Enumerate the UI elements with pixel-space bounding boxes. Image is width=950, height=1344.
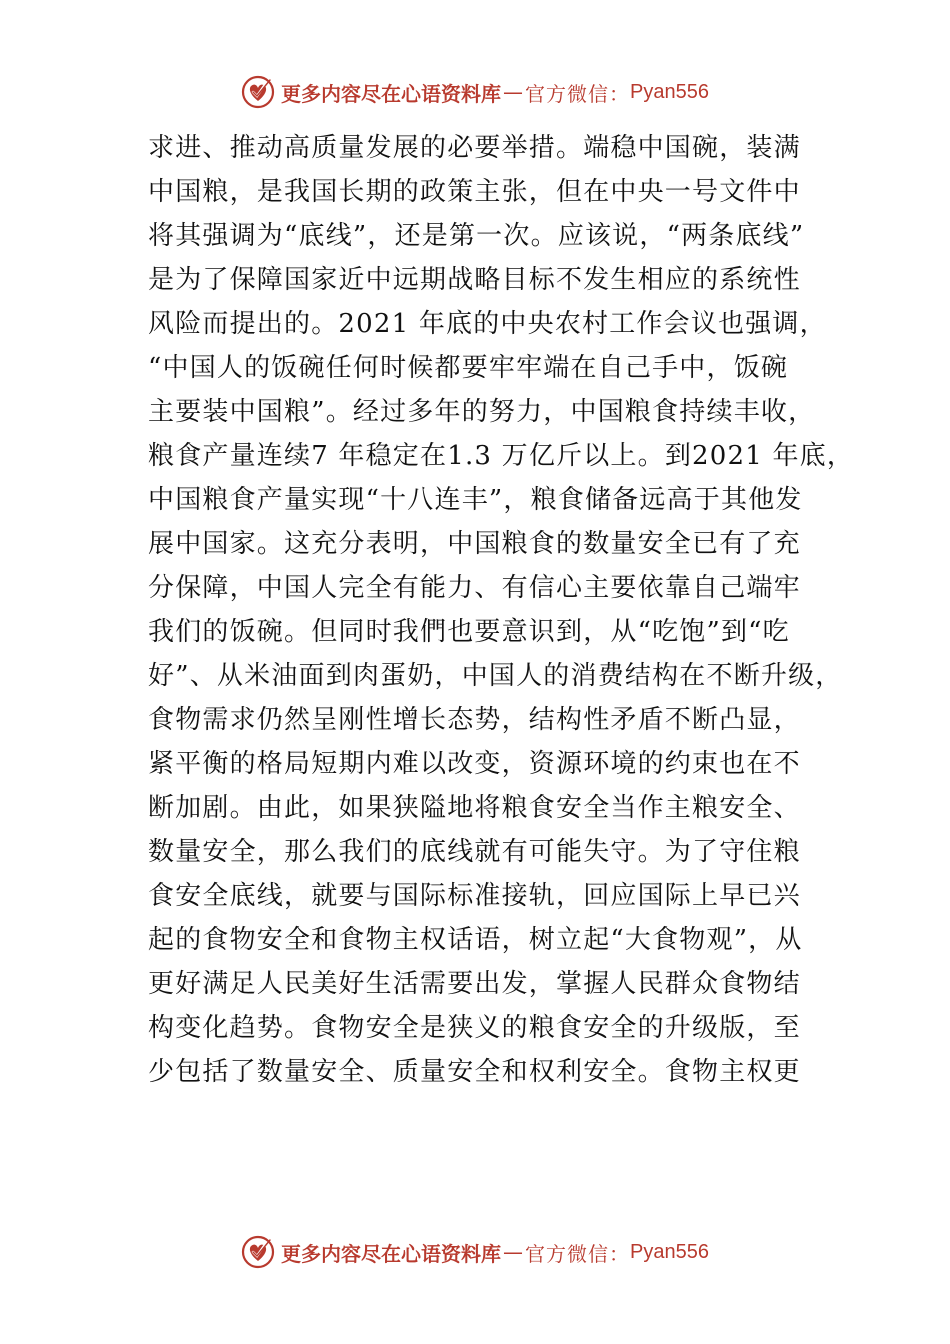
header-banner	[0, 72, 950, 112]
footer-wechat-id: Pyan556	[630, 1240, 709, 1263]
text-line: 好”、从米油面到肉蛋奶，中国人的消费结构在不断升级，	[148, 661, 843, 691]
text-line: 构变化趋势。食物安全是狭义的粮食安全的升级版，至	[148, 1013, 801, 1043]
footer-separator: —	[503, 1240, 524, 1264]
text-line: 将其强调为“底线”，还是第一次。应该说，“两条底线”	[148, 221, 805, 251]
text-line: 展中国家。这充分表明，中国粮食的数量安全已有了充	[148, 529, 801, 559]
header-brand-text: 更多内容尽在心语资料库	[281, 81, 502, 106]
text-line: 风险而提出的。2021 年底的中央农村工作会议也强调，	[148, 309, 827, 339]
text-line: 紧平衡的格局短期内难以改变，资源环境的约束也在不	[148, 749, 801, 779]
text-line: “中国人的饭碗任何时候都要牢牢端在自己手中，饭碗	[148, 353, 789, 383]
heart-check-logo-icon	[241, 1235, 275, 1269]
footer-brand-text: 更多内容尽在心语资料库	[281, 1241, 502, 1266]
text-line: 食物需求仍然呈刚性增长态势，结构性矛盾不断凸显，	[148, 705, 801, 735]
document-body	[148, 126, 855, 1094]
text-line: 我们的饭碗。但同时我們也要意识到，从“吃饱”到“吃	[148, 617, 790, 647]
text-line: 起的食物安全和食物主权话语，树立起“大食物观”，从	[148, 925, 803, 955]
text-line: 数量安全，那么我们的底线就有可能失守。为了守住粮	[148, 837, 801, 867]
text-line: 中国粮食产量实现“十八连丰”，粮食储备远高于其他发	[148, 485, 803, 515]
text-line: 少包括了数量安全、质量安全和权利安全。食物主权更	[148, 1057, 801, 1087]
header-wechat-id: Pyan556	[630, 80, 709, 103]
text-line: 粮食产量连续7 年稳定在1.3 万亿斤以上。到2021 年底，	[148, 441, 855, 471]
header-wechat-label: 官方微信：	[525, 81, 631, 106]
text-line: 断加剧。由此，如果狭隘地将粮食安全当作主粮安全、	[148, 793, 801, 823]
text-line: 分保障，中国人完全有能力、有信心主要依靠自己端牢	[148, 573, 801, 603]
header-separator: —	[503, 80, 524, 104]
text-line: 是为了保障国家近中远期战略目标不发生相应的系统性	[148, 265, 801, 295]
text-line: 求进、推动高质量发展的必要举措。端稳中国碗，装满	[148, 133, 801, 163]
heart-check-logo-icon	[241, 75, 275, 109]
text-line: 中国粮，是我国长期的政策主张，但在中央一号文件中	[148, 177, 801, 207]
footer-banner	[0, 1232, 950, 1272]
text-line: 主要装中国粮”。经过多年的努力，中国粮食持续丰收，	[148, 397, 816, 427]
text-line: 更好满足人民美好生活需要出发，掌握人民群众食物结	[148, 969, 801, 999]
text-line: 食安全底线，就要与国际标准接轨，回应国际上早已兴	[148, 881, 801, 911]
footer-wechat-label: 官方微信：	[525, 1241, 631, 1266]
